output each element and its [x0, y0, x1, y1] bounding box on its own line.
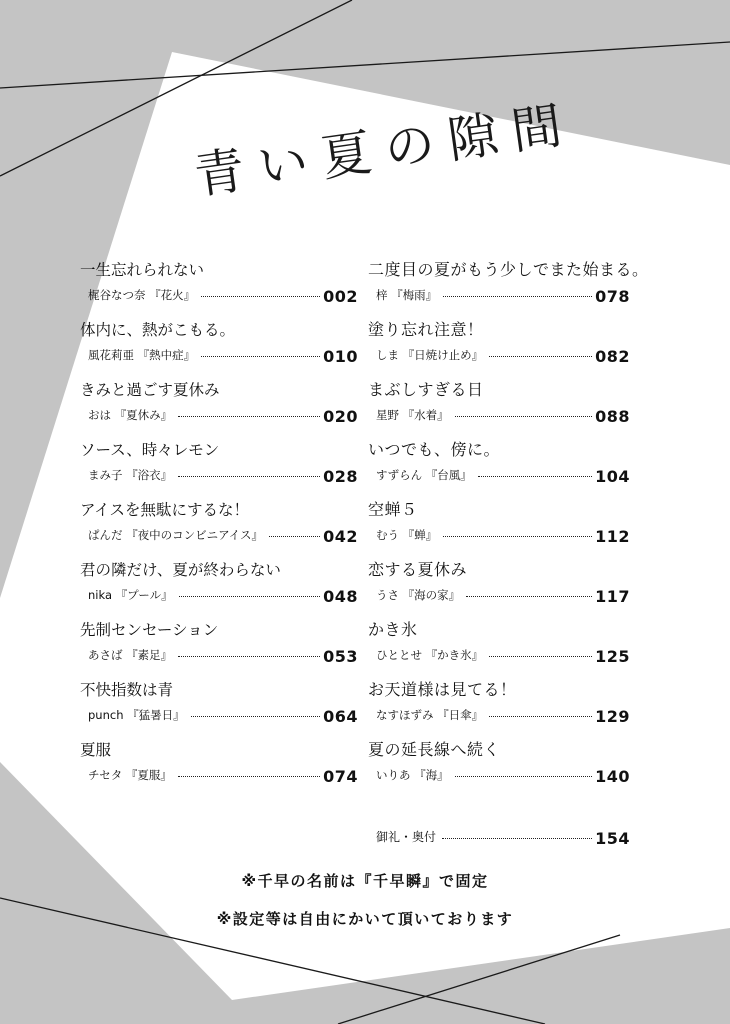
note-name: ※千早の名前は『千早瞬』で固定 — [241, 872, 489, 890]
entry-title: 夏服 — [80, 741, 112, 759]
dot-leader — [201, 355, 320, 357]
dot-leader — [443, 535, 592, 537]
entry-line — [88, 646, 358, 666]
toc-entry — [80, 250, 358, 310]
dot-leader — [178, 775, 320, 777]
entry-author: 星野 『水着』 — [376, 408, 449, 422]
entry-author: nika 『プール』 — [88, 588, 173, 602]
closing-entry — [376, 828, 630, 848]
entry-author: 梓 『梅雨』 — [376, 288, 438, 302]
entry-line — [88, 526, 358, 546]
entry-author: いりあ 『海』 — [376, 768, 449, 782]
entry-page-number: 129 — [595, 707, 630, 726]
dot-leader — [455, 775, 592, 777]
entry-title: お天道様は見てる！ — [368, 680, 517, 699]
entry-line — [376, 286, 630, 306]
note-settings: ※設定等は自由にかいて頂いております — [216, 910, 514, 928]
entry-line — [376, 346, 630, 366]
entry-line — [88, 706, 358, 726]
toc-entry — [368, 670, 630, 730]
entry-title: 塗り忘れ注意！ — [368, 320, 484, 339]
entry-author: まみ子 『浴衣』 — [88, 468, 173, 482]
entry-author: おは 『夏休み』 — [88, 408, 173, 422]
entry-line — [376, 406, 630, 426]
entry-title: いつでも、傍に。 — [368, 440, 501, 459]
entry-author: 梶谷なつ奈 『花火』 — [88, 288, 196, 302]
entry-line — [376, 646, 630, 666]
toc-entry — [80, 310, 358, 370]
entry-author: ぱんだ 『夜中のコンビニアイス』 — [88, 528, 264, 542]
entry-title: ソース、時々レモン — [80, 441, 220, 459]
entry-author: 風花莉亜 『熱中症』 — [88, 348, 196, 362]
dot-leader — [466, 595, 592, 597]
toc-entry — [368, 310, 630, 370]
entry-page-number: 112 — [595, 527, 630, 546]
entry-page-number: 117 — [595, 587, 630, 606]
book-title: 青い夏の隙間 — [190, 94, 580, 206]
entry-title: 先制センセーション — [80, 621, 219, 639]
dot-leader — [178, 655, 320, 657]
toc-entry — [80, 610, 358, 670]
entry-title: 一生忘れられない — [80, 261, 205, 279]
entry-author: うさ 『海の家』 — [376, 588, 461, 602]
entry-title: 体内に、熱がこもる。 — [80, 321, 236, 339]
dot-leader — [201, 295, 320, 297]
entry-author: あさば 『素足』 — [88, 648, 173, 662]
entry-author: チセタ 『夏服』 — [88, 768, 172, 782]
entry-line — [88, 286, 358, 306]
entry-page-number: 042 — [323, 527, 358, 546]
dot-leader — [489, 655, 592, 657]
entry-line — [88, 346, 358, 366]
closing-label: 御礼・奥付 — [376, 830, 437, 844]
dot-leader — [178, 475, 320, 477]
entry-title: かき氷 — [368, 620, 418, 639]
entry-page-number: 002 — [323, 287, 358, 306]
entry-title: まぶしすぎる日 — [368, 380, 484, 399]
entry-line — [376, 766, 630, 786]
entry-page-number: 074 — [323, 767, 358, 786]
dot-leader — [489, 715, 592, 717]
toc-entry — [368, 430, 630, 490]
entry-line — [376, 586, 630, 606]
entry-title: アイスを無駄にするな！ — [80, 501, 249, 519]
entry-page-number: 010 — [323, 347, 358, 366]
toc-entry — [80, 430, 358, 490]
entry-page-number: 125 — [595, 647, 630, 666]
dot-leader — [179, 595, 321, 597]
entry-author: punch 『猛暑日』 — [88, 708, 185, 722]
toc-entry — [80, 670, 358, 730]
toc-entry — [368, 490, 630, 550]
toc-right-column — [368, 250, 649, 790]
entry-title: 君の隣だけ、夏が終わらない — [80, 561, 281, 579]
entry-line — [376, 466, 630, 486]
entry-page-number: 104 — [595, 467, 630, 486]
entry-line — [88, 466, 358, 486]
entry-title: 不快指数は青 — [80, 681, 174, 699]
entry-line — [376, 706, 630, 726]
entry-author: むう 『蝉』 — [376, 528, 438, 542]
entry-line — [88, 406, 358, 426]
dot-leader — [442, 837, 592, 839]
toc-entry — [80, 490, 358, 550]
entry-page-number: 078 — [595, 287, 630, 306]
entry-author: なすほずみ 『日傘』 — [376, 708, 484, 722]
closing-page-number: 154 — [595, 829, 630, 848]
entry-line — [376, 526, 630, 546]
toc-entry — [368, 250, 649, 310]
entry-page-number: 088 — [595, 407, 630, 426]
entry-title: きみと過ごす夏休み — [80, 381, 220, 399]
toc-entry — [80, 730, 358, 790]
entry-page-number: 064 — [323, 707, 358, 726]
dot-leader — [443, 295, 592, 297]
entry-page-number: 140 — [595, 767, 630, 786]
entry-page-number: 020 — [323, 407, 358, 426]
entry-line — [88, 586, 358, 606]
entry-title: 恋する夏休み — [368, 560, 468, 579]
entry-title: 二度目の夏がもう少しでまた始まる。 — [368, 260, 649, 279]
toc-left-column — [80, 250, 358, 790]
dot-leader — [489, 355, 592, 357]
toc-entry — [368, 730, 630, 790]
entry-page-number: 048 — [323, 587, 358, 606]
dot-leader — [178, 415, 320, 417]
entry-author: しま 『日焼け止め』 — [376, 348, 484, 362]
toc-entry — [80, 370, 358, 430]
entry-page-number: 028 — [323, 467, 358, 486]
dot-leader — [478, 475, 592, 477]
entry-page-number: 053 — [323, 647, 358, 666]
entry-line — [88, 766, 358, 786]
entry-page-number: 082 — [595, 347, 630, 366]
dot-leader — [191, 715, 320, 717]
entry-author: ひととせ 『かき氷』 — [376, 648, 484, 662]
entry-title: 夏の延長線へ続く — [368, 740, 501, 759]
toc-entry — [368, 370, 630, 430]
dot-leader — [455, 415, 592, 417]
toc-entry — [368, 550, 630, 610]
entry-title: 空蝉５ — [368, 500, 418, 519]
entry-author: すずらん 『台風』 — [376, 468, 472, 482]
toc-entry — [368, 610, 630, 670]
toc-entry — [80, 550, 358, 610]
dot-leader — [269, 535, 320, 537]
